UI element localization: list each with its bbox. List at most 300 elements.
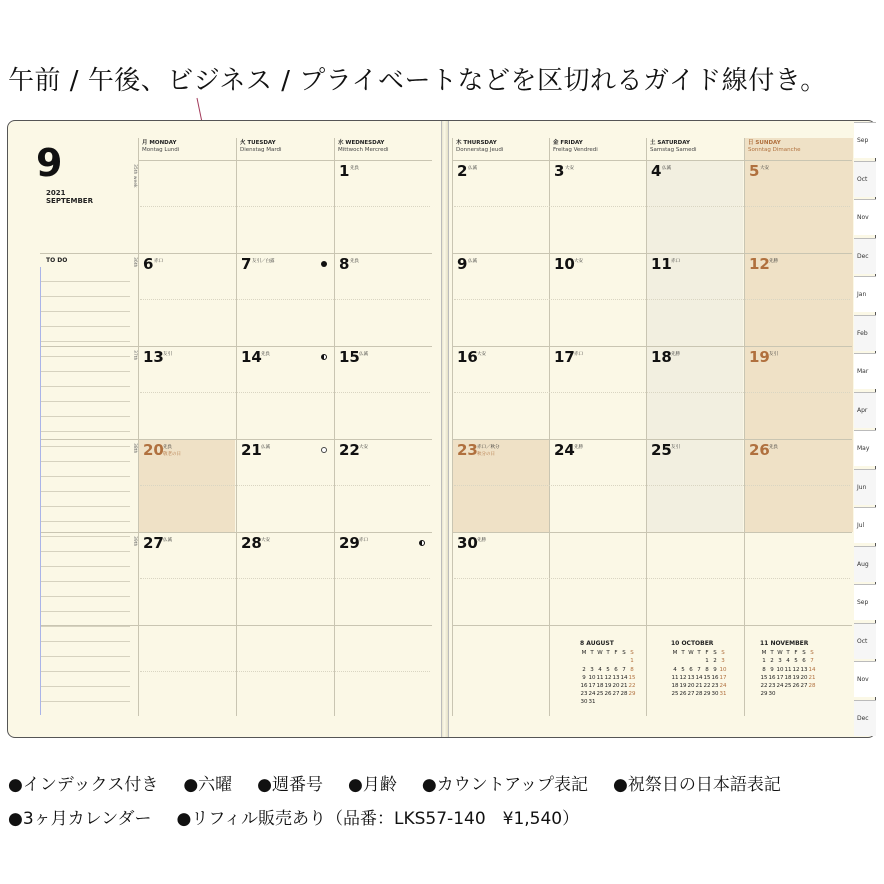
mini-calendar-cell	[620, 698, 628, 706]
grid-line-vertical	[138, 138, 139, 716]
mini-calendar-cell	[580, 657, 588, 665]
feature-item: ●3ヶ月カレンダー	[8, 809, 152, 829]
mini-calendar-cell: 23	[711, 683, 719, 690]
rokuyo-label: 友引／白露	[252, 259, 275, 264]
mini-calendar-cell: 31	[719, 691, 727, 698]
header-line	[452, 160, 852, 161]
mini-calendar-cell	[604, 657, 612, 665]
weekday-label: 土 SATURDAY	[650, 140, 690, 146]
mini-calendar-cell	[687, 657, 695, 665]
guide-line	[140, 578, 430, 579]
mini-calendar-cell: F	[794, 650, 798, 657]
rokuyo-label: 先勝	[769, 259, 778, 264]
rokuyo-label: 先負	[163, 445, 172, 450]
mini-calendar-cell: 12	[792, 666, 800, 673]
todo-label: TO DO	[46, 257, 68, 264]
mini-calendar-cell: 13	[800, 666, 808, 673]
mini-calendar-cell: 21	[808, 674, 816, 681]
mini-calendar-cell: 11	[784, 666, 792, 673]
day-number: 25	[651, 441, 672, 459]
mini-calendar-cell: 5	[606, 666, 610, 673]
weekday-sublabel: Dienstag Mardi	[240, 147, 282, 153]
guide-line	[140, 485, 430, 486]
mini-calendar-row	[760, 657, 816, 665]
rokuyo-label: 大安	[760, 166, 769, 171]
month-year: 2021	[46, 189, 66, 197]
day-number: 21	[241, 441, 262, 459]
todo-lines	[40, 267, 130, 715]
month-tab-nov[interactable]: Nov	[854, 661, 876, 697]
rokuyo-label: 赤口	[574, 352, 583, 357]
day-number: 12	[749, 255, 770, 273]
sunday-column-bg	[744, 138, 853, 532]
mini-calendar-cell: 17	[776, 674, 784, 681]
rokuyo-label: 先勝	[574, 445, 583, 450]
grid-line-vertical	[452, 138, 453, 716]
mini-calendar-cell: 8	[762, 666, 766, 673]
month-tab-feb[interactable]: Feb	[854, 315, 876, 351]
day-number: 30	[457, 534, 478, 552]
mini-calendar-cell: 29	[703, 691, 711, 698]
mini-calendar-cell	[784, 690, 792, 698]
mini-calendar-cell: 12	[604, 674, 612, 681]
rokuyo-label: 先負	[261, 352, 270, 357]
grid-line-vertical	[334, 138, 335, 716]
mini-calendar-cell: 30	[768, 691, 776, 698]
grid-line-vertical	[549, 138, 550, 716]
weekday-label: 火 TUESDAY	[240, 140, 276, 146]
month-tab-jun[interactable]: Jun	[854, 469, 876, 505]
mini-calendar-cell: 17	[588, 683, 596, 690]
mini-calendar-cell: 24	[776, 683, 784, 690]
feature-item: ●カウントアップ表記	[421, 775, 588, 795]
day-number: 17	[554, 348, 575, 366]
mini-calendar-cell: 8	[630, 666, 634, 673]
rokuyo-label: 友引	[163, 352, 172, 357]
day-number: 26	[749, 441, 770, 459]
month-tab-sep[interactable]: Sep	[854, 584, 876, 620]
moon-phase-icon	[419, 540, 425, 546]
rokuyo-label: 仏滅	[468, 259, 477, 264]
day-number: 4	[651, 162, 662, 180]
mini-calendar-cell: 1	[630, 658, 634, 665]
mini-calendar-row	[760, 666, 816, 674]
feature-item: ●六曜	[183, 775, 233, 795]
mini-calendar-cell: 24	[719, 683, 727, 690]
weekday-label: 月 MONDAY	[142, 140, 177, 146]
mini-calendar-cell: 18	[596, 683, 604, 690]
mini-calendar-cell: 5	[681, 666, 685, 673]
grid-line-vertical	[646, 138, 647, 716]
mini-calendar-cell: 11	[671, 674, 679, 681]
mini-calendar-cell: T	[606, 650, 610, 657]
rokuyo-label: 仏滅	[468, 166, 477, 171]
mini-calendar-cell: 21	[620, 683, 628, 690]
mini-calendar-cell: 15	[760, 674, 768, 681]
grid-line-horizontal	[40, 253, 432, 254]
moon-phase-icon	[321, 261, 327, 267]
month-tab-mar[interactable]: Mar	[854, 353, 876, 389]
mini-calendar-cell: 1	[762, 658, 766, 665]
grid-line-vertical	[744, 138, 745, 716]
mini-calendar-cell: 6	[802, 658, 806, 665]
mini-calendar-cell: 16	[711, 674, 719, 681]
mini-calendar	[671, 640, 727, 698]
guide-line	[140, 671, 430, 672]
mini-calendar-cell: 7	[622, 666, 626, 673]
guide-line	[454, 392, 850, 393]
grid-line-horizontal	[452, 346, 852, 347]
mini-calendar-cell	[596, 698, 604, 706]
mini-calendar-cell: 12	[679, 674, 687, 681]
mini-calendar-cell: 23	[580, 691, 588, 698]
month-tab-aug[interactable]: Aug	[854, 546, 876, 582]
mini-calendar-cell: M	[761, 650, 767, 657]
mini-calendar-cell	[628, 698, 636, 706]
month-tab-dec[interactable]: Dec	[854, 238, 876, 274]
weekday-label: 木 THURSDAY	[456, 140, 497, 146]
features-line-1	[8, 770, 806, 795]
mini-calendar-cell: 27	[800, 683, 808, 690]
mini-calendar-cell: 30	[580, 699, 588, 706]
mini-calendar-cell: 23	[768, 683, 776, 690]
mini-calendar-row	[580, 666, 636, 674]
mini-calendar-row	[760, 674, 816, 682]
mini-calendar-cell: 21	[695, 683, 703, 690]
mini-calendar-cell: 2	[582, 666, 586, 673]
mini-calendar-row	[580, 682, 636, 690]
day-number: 13	[143, 348, 164, 366]
day-number: 3	[554, 162, 565, 180]
rokuyo-label: 先負	[350, 166, 359, 171]
mini-calendar-cell	[808, 690, 816, 698]
mini-calendar-cell	[800, 690, 808, 698]
day-number: 16	[457, 348, 478, 366]
weekday-header-monday	[142, 140, 179, 154]
mini-calendar-cell: 19	[792, 674, 800, 681]
mini-calendar-cell: 2	[770, 658, 774, 665]
month-tab-may[interactable]: May	[854, 430, 876, 466]
mini-calendar-cell: 24	[588, 691, 596, 698]
mini-calendar-cell: 18	[784, 674, 792, 681]
mini-calendar-cell: 6	[689, 666, 693, 673]
guide-line	[140, 206, 430, 207]
month-tab-dec[interactable]: Dec	[854, 700, 876, 736]
mini-calendar-cell: 9	[770, 666, 774, 673]
rokuyo-label: 先負	[350, 259, 359, 264]
rokuyo-label: 仏滅	[163, 538, 172, 543]
feature-item: ●リフィル販売あり（品番：LKS57-140 ¥1,540）	[176, 809, 580, 829]
guide-line	[454, 299, 850, 300]
mini-calendar-cell: 27	[687, 691, 695, 698]
mini-calendar-cell	[792, 690, 800, 698]
mini-calendar-cell: T	[786, 650, 790, 657]
day-number: 5	[749, 162, 760, 180]
mini-calendar-cell: 28	[695, 691, 703, 698]
mini-calendar-cell: 30	[711, 691, 719, 698]
mini-calendar-row	[580, 674, 636, 682]
mini-calendar-title: 8 AUGUST	[580, 640, 614, 647]
mini-calendar-row	[580, 649, 636, 657]
weekday-sublabel: Montag Lundi	[142, 147, 180, 153]
weekday-header-thursday	[456, 140, 503, 154]
mini-calendar-cell: 6	[614, 666, 618, 673]
mini-calendar-row	[760, 690, 816, 698]
mini-calendar-cell: 28	[620, 691, 628, 698]
guide-line	[140, 392, 430, 393]
mini-calendar-cell: 17	[719, 674, 727, 681]
rokuyo-label: 赤口	[359, 538, 368, 543]
day-number: 18	[651, 348, 672, 366]
mini-calendar-cell: M	[581, 650, 587, 657]
rokuyo-label: 大安	[261, 538, 270, 543]
rokuyo-label: 赤口	[154, 259, 163, 264]
rokuyo-label: 友引	[671, 445, 680, 450]
mini-calendar-title: 10 OCTOBER	[671, 640, 714, 647]
mini-calendar	[760, 640, 816, 698]
month-tab-oct[interactable]: Oct	[854, 623, 876, 659]
mini-calendar-cell: 25	[671, 691, 679, 698]
mini-calendar-row	[671, 682, 727, 690]
day-number: 15	[339, 348, 360, 366]
headline: 午前 / 午後、ビジネス / プライベートなどを区切れるガイド線付き。	[8, 66, 827, 96]
mini-calendar-cell: 5	[794, 658, 798, 665]
mini-calendar-row	[760, 649, 816, 657]
mini-calendar-row	[671, 657, 727, 665]
rokuyo-label: 仏滅	[359, 352, 368, 357]
mini-calendar-cell: 22	[703, 683, 711, 690]
mini-calendar-cell: 26	[604, 691, 612, 698]
mini-calendar-cell	[588, 657, 596, 665]
mini-calendar-cell: 8	[705, 666, 709, 673]
guide-line	[454, 485, 850, 486]
mini-calendar-cell: 4	[786, 658, 790, 665]
mini-calendar-row	[671, 674, 727, 682]
day-number: 1	[339, 162, 350, 180]
mini-calendar-cell: 22	[628, 683, 636, 690]
mini-calendar-cell	[612, 657, 620, 665]
holiday-name: 秋分の日	[477, 452, 495, 457]
mini-calendar-cell: W	[777, 650, 783, 657]
holiday-name: 敬老の日	[163, 452, 181, 457]
moon-phase-icon	[321, 354, 327, 360]
mini-calendar-row	[760, 682, 816, 690]
mini-calendar-cell: S	[622, 650, 626, 657]
mini-calendar-cell: 22	[760, 683, 768, 690]
mini-calendar-cell: 19	[679, 683, 687, 690]
mini-calendar-cell: 20	[800, 674, 808, 681]
day-number: 9	[457, 255, 468, 273]
rokuyo-label: 先負	[769, 445, 778, 450]
weekday-sublabel: Samstag Samedi	[650, 147, 697, 153]
weekday-sublabel: Donnerstag Jeudi	[456, 147, 504, 153]
feature-item: ●祝祭日の日本語表記	[613, 775, 781, 795]
rokuyo-label: 赤口	[671, 259, 680, 264]
mini-calendar-cell: 1	[705, 658, 709, 665]
day-number: 14	[241, 348, 262, 366]
rokuyo-label: 大安	[574, 259, 583, 264]
rokuyo-label: 友引	[769, 352, 778, 357]
mini-calendar-cell: 10	[719, 666, 727, 673]
month-number: 9	[36, 141, 63, 185]
rokuyo-label: 大安	[359, 445, 368, 450]
weekday-label: 日 SUNDAY	[748, 140, 781, 146]
guide-line	[454, 206, 850, 207]
mini-calendar-cell: 7	[810, 658, 814, 665]
week-number: 37th	[132, 350, 137, 361]
mini-calendar-title: 11 NOVEMBER	[760, 640, 809, 647]
mini-calendar-cell	[604, 698, 612, 706]
mini-calendar-cell: W	[688, 650, 694, 657]
rokuyo-label: 先勝	[671, 352, 680, 357]
mini-calendar-cell: 14	[808, 666, 816, 673]
rokuyo-label: 大安	[477, 352, 486, 357]
mini-calendar-cell	[695, 657, 703, 665]
mini-calendar-cell: 15	[703, 674, 711, 681]
mini-calendar-cell: 27	[612, 691, 620, 698]
mini-calendar-cell	[612, 698, 620, 706]
day-number: 10	[554, 255, 575, 273]
features-line-2	[8, 804, 604, 829]
month-tab-sep[interactable]: Sep	[854, 122, 876, 158]
grid-line-vertical	[236, 138, 237, 716]
mini-calendar-cell: 3	[721, 658, 725, 665]
feature-item: ●インデックス付き	[8, 775, 159, 795]
grid-line-horizontal	[452, 253, 852, 254]
day-number: 19	[749, 348, 770, 366]
mini-calendar-cell: T	[590, 650, 594, 657]
weekday-sublabel: Freitag Vendredi	[553, 147, 598, 153]
mini-calendar-cell: 9	[713, 666, 717, 673]
mini-calendar-cell: 29	[760, 691, 768, 698]
weekday-header-saturday	[650, 140, 696, 154]
mini-calendar-cell: 26	[792, 683, 800, 690]
weekday-header-friday	[553, 140, 598, 154]
mini-calendar-row	[580, 657, 636, 665]
feature-item: ●月齢	[348, 775, 397, 795]
mini-calendar-cell: 26	[679, 691, 687, 698]
mini-calendar-cell: 4	[598, 666, 602, 673]
mini-calendar-cell: 14	[620, 674, 628, 681]
mini-calendar-cell: S	[802, 650, 806, 657]
mini-calendar-cell: 3	[590, 666, 594, 673]
mini-calendar-cell: 4	[673, 666, 677, 673]
weekday-sublabel: Sonntag Dimanche	[748, 147, 801, 153]
weekday-header-sunday	[748, 140, 800, 154]
mini-calendar-cell: 13	[687, 674, 695, 681]
mini-calendar-cell: F	[614, 650, 618, 657]
mini-calendar-cell: S	[713, 650, 717, 657]
month-tab-jan[interactable]: Jan	[854, 276, 876, 312]
mini-calendar-cell: 28	[808, 683, 816, 690]
grid-line-horizontal	[452, 625, 852, 626]
moon-phase-icon	[321, 447, 327, 453]
mini-calendar-cell	[596, 657, 604, 665]
mini-calendar-cell: F	[705, 650, 709, 657]
mini-calendar-cell: 25	[596, 691, 604, 698]
mini-calendar-cell	[776, 690, 784, 698]
mini-calendar-cell: 31	[588, 699, 596, 706]
day-number: 11	[651, 255, 672, 273]
day-number: 27	[143, 534, 164, 552]
mini-calendar-cell: S	[721, 650, 725, 657]
month-tab-oct[interactable]: Oct	[854, 161, 876, 197]
month-tab-jul[interactable]: Jul	[854, 507, 876, 543]
month-index-tabs	[854, 122, 876, 734]
day-number: 23	[457, 441, 478, 459]
mini-calendar-cell: 16	[768, 674, 776, 681]
feature-item: ●週番号	[257, 775, 324, 795]
mini-calendar-cell: 29	[628, 691, 636, 698]
week-number: 35th week	[132, 164, 137, 188]
mini-calendar-cell: 9	[582, 674, 586, 681]
day-number: 20	[143, 441, 164, 459]
mini-calendar-cell: 18	[671, 683, 679, 690]
month-name: SEPTEMBER	[46, 197, 93, 205]
mini-calendar-cell: W	[597, 650, 603, 657]
mini-calendar-cell: S	[810, 650, 814, 657]
week-number: 39th	[132, 536, 137, 547]
grid-line-horizontal	[452, 532, 852, 533]
weekday-label: 金 FRIDAY	[553, 140, 583, 146]
mini-calendar-cell: M	[672, 650, 678, 657]
mini-calendar-cell: T	[770, 650, 774, 657]
rokuyo-label: 先勝	[477, 538, 486, 543]
mini-calendar-cell: 15	[628, 674, 636, 681]
mini-calendar	[580, 640, 636, 707]
mini-calendar-cell: 10	[776, 666, 784, 673]
mini-calendar-cell: S	[630, 650, 634, 657]
month-tab-nov[interactable]: Nov	[854, 199, 876, 235]
grid-line-horizontal	[452, 439, 852, 440]
mini-calendar-row	[671, 666, 727, 674]
header-line	[138, 160, 432, 161]
day-number: 2	[457, 162, 468, 180]
day-number: 29	[339, 534, 360, 552]
mini-calendar-row	[671, 690, 727, 698]
guide-line	[140, 299, 430, 300]
mini-calendar-cell: 25	[784, 683, 792, 690]
mini-calendar-cell: T	[681, 650, 685, 657]
rokuyo-label: 大安	[565, 166, 574, 171]
mini-calendar-row	[580, 698, 636, 706]
weekday-header-wednesday	[338, 140, 389, 154]
guide-line	[454, 578, 850, 579]
mini-calendar-cell	[671, 657, 679, 665]
mini-calendar-cell: 20	[612, 683, 620, 690]
mini-calendar-cell: 7	[697, 666, 701, 673]
month-tab-apr[interactable]: Apr	[854, 392, 876, 428]
mini-calendar-cell: 11	[596, 674, 604, 681]
mini-calendar-cell	[679, 657, 687, 665]
weekday-label: 水 WEDNESDAY	[338, 140, 385, 146]
mini-calendar-cell: 19	[604, 683, 612, 690]
mini-calendar-cell	[620, 657, 628, 665]
rokuyo-label: 赤口／秋分	[477, 445, 500, 450]
mini-calendar-cell: 20	[687, 683, 695, 690]
day-number: 24	[554, 441, 575, 459]
weekday-header-tuesday	[240, 140, 282, 154]
day-number: 7	[241, 255, 252, 273]
planner-spine	[441, 121, 449, 737]
rokuyo-label: 仏滅	[662, 166, 671, 171]
day-number: 28	[241, 534, 262, 552]
mini-calendar-cell: 13	[612, 674, 620, 681]
day-number: 8	[339, 255, 350, 273]
mini-calendar-cell: 3	[778, 658, 782, 665]
week-number: 38th	[132, 443, 137, 454]
rokuyo-label: 仏滅	[261, 445, 270, 450]
